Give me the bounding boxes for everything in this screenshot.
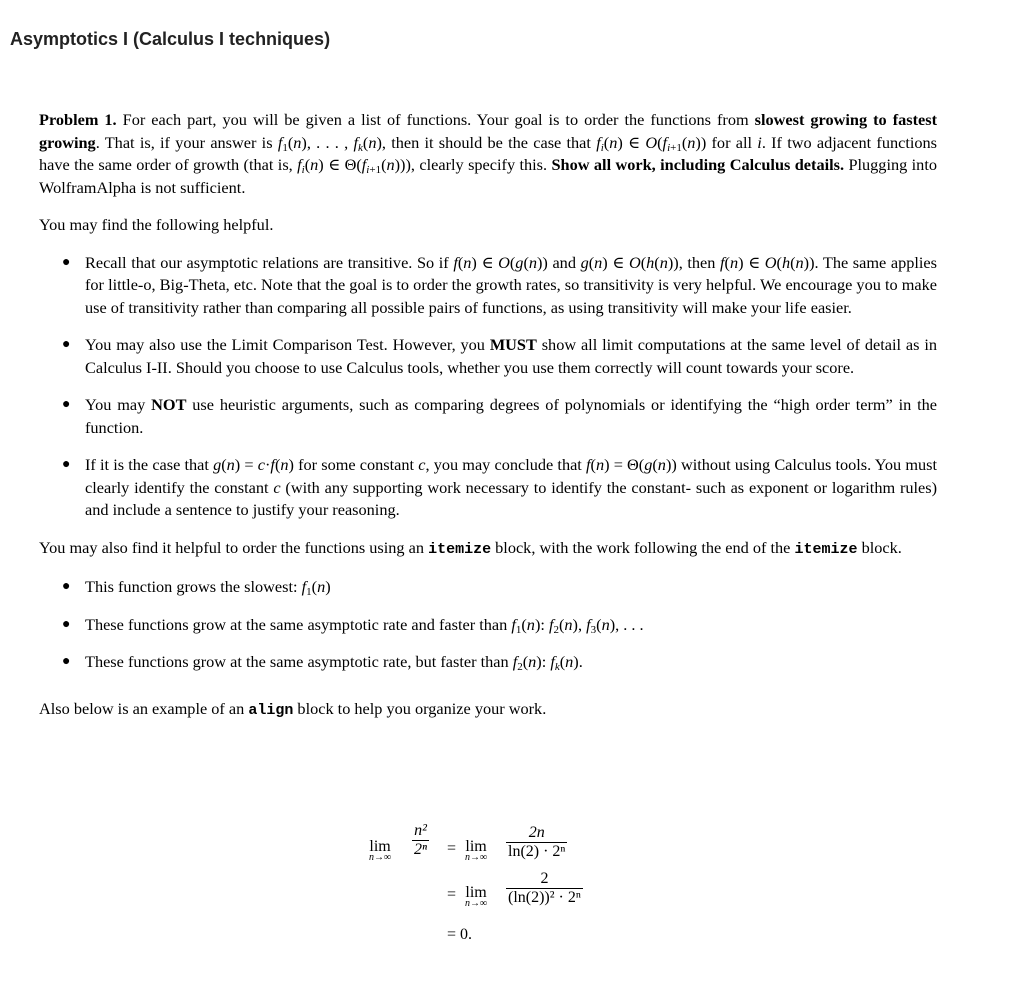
bullet-icon: ● [62,579,71,594]
paragraph-text: Also below is an example of an [39,698,249,718]
list-text: for some constant [293,455,419,474]
list-text: without using Calculus tools. You must clearly identify the constant [85,455,938,497]
fraction: $\frac{\text{n²}}{\text{2ⁿ}}$ [414,822,428,858]
bullet-icon: ● [62,457,71,472]
problem-text: For each part, you will be given a list of functions. Your goal is to order the functions from [116,110,755,129]
paragraph-text: block. [857,537,902,557]
fraction: $\frac{2n}{\text{ln(2) · 2ⁿ}}$ [508,824,566,860]
list-text: You may also use the Limit Comparison Test. However, you [85,335,490,354]
align-intro [39,698,937,723]
list-item: ● This function grows the slowest: $f_1(n)$ [62,577,331,598]
limit-operator: lim n→∞ [369,838,392,863]
align-block [360,818,660,948]
paragraph-text: block to help you organize your work. [293,698,547,718]
itemize-intro [39,537,937,562]
math-expression: f(n) ∈ O(g(n)) [453,252,548,272]
document-body [39,109,937,737]
list-text: . The same applies for little-o, Big-Theta, etc. Note that the goal is to order the growth rates, so transitivity is very helpful. We encourage you to make use of transitivity rather than comparing all possible pairs of functions, as using transitivity will make your life easier. [85,252,937,317]
list-text: , you may conclude that [425,455,587,474]
list-text: These functions grow at the same asymptotic rate, but faster than [85,652,513,671]
bullet-icon: ● [62,654,71,669]
equals-sign: = [447,840,457,857]
problem-text: Plugging into WolframAlpha is not sufficient. [39,155,937,197]
paragraph-text: block, with the work following the end of the [491,537,795,557]
itemize-example-list [39,576,937,674]
list-text: Recall that our asymptotic relations are transitive. So if [85,252,454,272]
list-text: If it is the case that [85,455,214,474]
page-title: Asymptotics I (Calculus I techniques) [10,29,331,49]
math-expression: f(n) ∈ O(h(n)) [720,252,815,272]
list-text: show all limit computations at the same level of detail as in Calculus I-II. Should you choose to use Calculus tools, whether you use them correctly will count towards your score. [85,335,937,377]
list-text: You may [85,395,152,414]
math-expression: $f_1(n)$, . . . , $f_k(n)$ [277,132,382,154]
list-emphasis: MUST [489,335,537,354]
list-item [39,394,937,439]
problem-text: , then it should be the case that [381,132,597,152]
hints-list [39,252,937,522]
list-item [39,334,937,379]
list-item: ● If it is the case that g(n) = c·f(n) for some constant c, you may conclude that f(n) = Θ(g(n)) without using Calculus tools. You must clearly identify the constant c (with any supporting work necessary to identify the constant- such as exponent or logarithm rules) and include a sentence to justify your reasoning. [62,455,938,519]
bullet-icon: ● [62,616,71,632]
helpful-intro: You may find the following helpful. [39,215,274,234]
paragraph-text: You may also find it helpful to order the functions using an [39,537,429,557]
list-text: (with any supporting work necessary to identify the constant- such as exponent or logarithm rules) and include a sentence to justify your reasoning. [85,477,938,519]
problem-heading: Problem 1. [39,110,117,129]
list-text: , then [678,252,720,272]
problem-emphasis: Show all work, including Calculus details. [551,155,845,174]
bullet-icon: ● [62,397,71,412]
list-emphasis: NOT [151,395,187,414]
code-keyword: align [248,701,294,719]
code-keyword: itemize [428,540,492,558]
problem-text: for all [706,132,758,152]
limit-operator: lim n→∞ [465,884,488,909]
list-text: This function grows the slowest: [85,577,302,596]
equals-sign: = [447,886,457,903]
fraction: $\frac{2}{\text{(ln(2))² · 2ⁿ}}$ [508,870,581,906]
math-expression: f(n) = Θ(g(n)) [586,455,677,474]
limit-operator: lim n→∞ [465,838,488,863]
problem-text: . If two adjacent functions have the same order of growth (that is, [39,132,938,174]
math-expression: g(n) ∈ O(h(n)) [580,252,679,272]
problem-text: ), clearly specify this. [405,155,552,174]
problem-text: . That is, if your answer is [95,132,278,152]
math-expression: g(n) = c·f(n) [213,455,294,474]
problem-paragraph: Problem 1. For each part, you will be given a list of functions. Your goal is to order the functions from slowest growing to fastest growing. That is, if your answer is $f_1(n)$, . . . , $f_k(n)$, then it should be the case that $f_i(n)$ ∈ $O(f_{i+1}(n))$ for all i. If two adjacent functions have the same order of growth (that is, $f_i(n)$ ∈ $\Theta(f_{i+1}(n))$), clearly specify this. Show all work, including Calculus details. Plugging into WolframAlpha is not sufficient. [39,110,938,197]
list-text: These functions grow at the same asymptotic rate and faster than [85,614,512,634]
list-item: ● These functions grow at the same asymptotic rate and faster than $f_1(n)$: $f_2(n)$, $f_3(n)$, . . . [62,614,644,636]
list-text: and [547,252,581,272]
math-expression: $f_i(n)$ ∈ $O(f_{i+1}(n))$ [596,132,707,154]
result: = 0. [447,926,473,943]
math-expression: $f_i(n)$ ∈ $\Theta(f_{i+1}(n))$ [297,155,406,176]
list-item [39,252,937,320]
bullet-icon: ● [62,337,71,352]
code-keyword: itemize [794,540,858,558]
problem-emphasis: slowest growing to fastest growing [39,110,938,152]
bullet-icon: ● [62,254,71,270]
list-item: ● These functions grow at the same asymptotic rate, but faster than $f_2(n)$: $f_k(n)$. [62,652,583,673]
list-text: use heuristic arguments, such as comparing degrees of polynomials or identifying the “high order term” in the function. [85,395,937,437]
